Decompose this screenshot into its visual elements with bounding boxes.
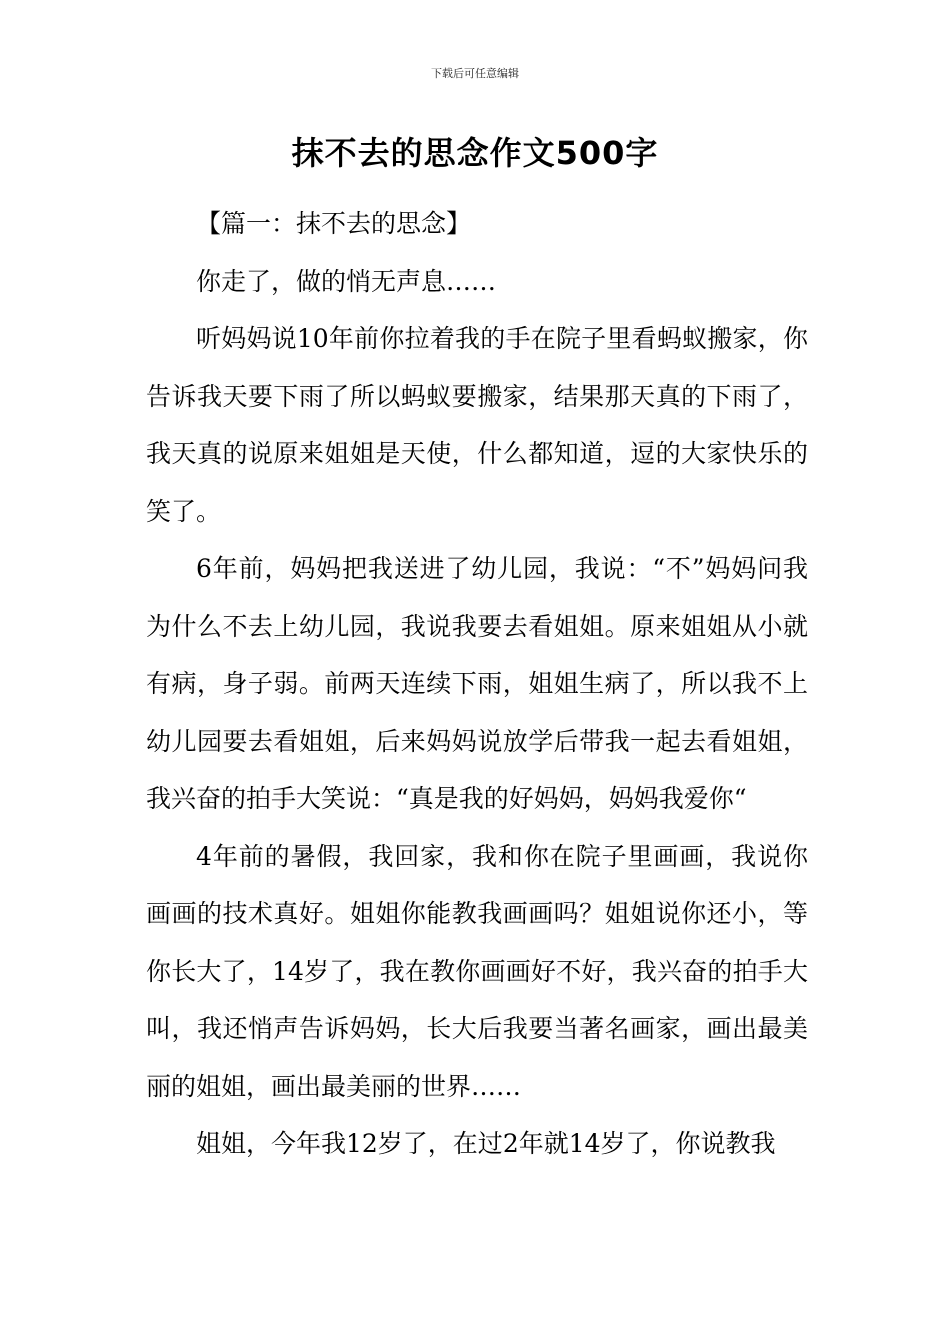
paragraph-1: 你走了，做的悄无声息…… [196, 266, 497, 296]
paragraph-section-heading: 【篇一：抹不去的思念】 [196, 209, 472, 238]
paragraph-4: 4年前的暑假，我回家，我和你在院子里画画，我说你画画的技术真好。姐姐你能教我画画吗？姐姐说你还小，等你长大了，14岁了，我在教你画画好不好，我兴奋的拍手大叫，我还悄声告诉妈妈，长大后我要当著名画家，画出最美丽的姐姐，画出最美丽的世界…… [146, 841, 808, 1101]
paragraph-5: 姐姐，今年我12岁了，在过2年就14岁了，你说教我 [196, 1129, 776, 1158]
header-note: 下载后可任意编辑 [431, 67, 519, 80]
document-body [146, 195, 808, 1173]
paragraph-2: 听妈妈说10年前你拉着我的手在院子里看蚂蚁搬家，你告诉我天要下雨了所以蚂蚁要搬家，结果那天真的下雨了，我天真的说原来姐姐是天使，什么都知道，逗的大家快乐的笑了。 [146, 324, 808, 526]
paragraph-3: 6年前，妈妈把我送进了幼儿园，我说：“不”妈妈问我为什么不去上幼儿园，我说我要去看姐姐。原来姐姐从小就有病，身子弱。前两天连续下雨，姐姐生病了，所以我不上幼儿园要去看姐姐，后来妈妈说放学后带我一起去看姐姐，我兴奋的拍手大笑说：“真是我的好妈妈，妈妈我爱你“ [146, 554, 808, 813]
document-title: 抹不去的思念作文500字 [291, 134, 659, 172]
